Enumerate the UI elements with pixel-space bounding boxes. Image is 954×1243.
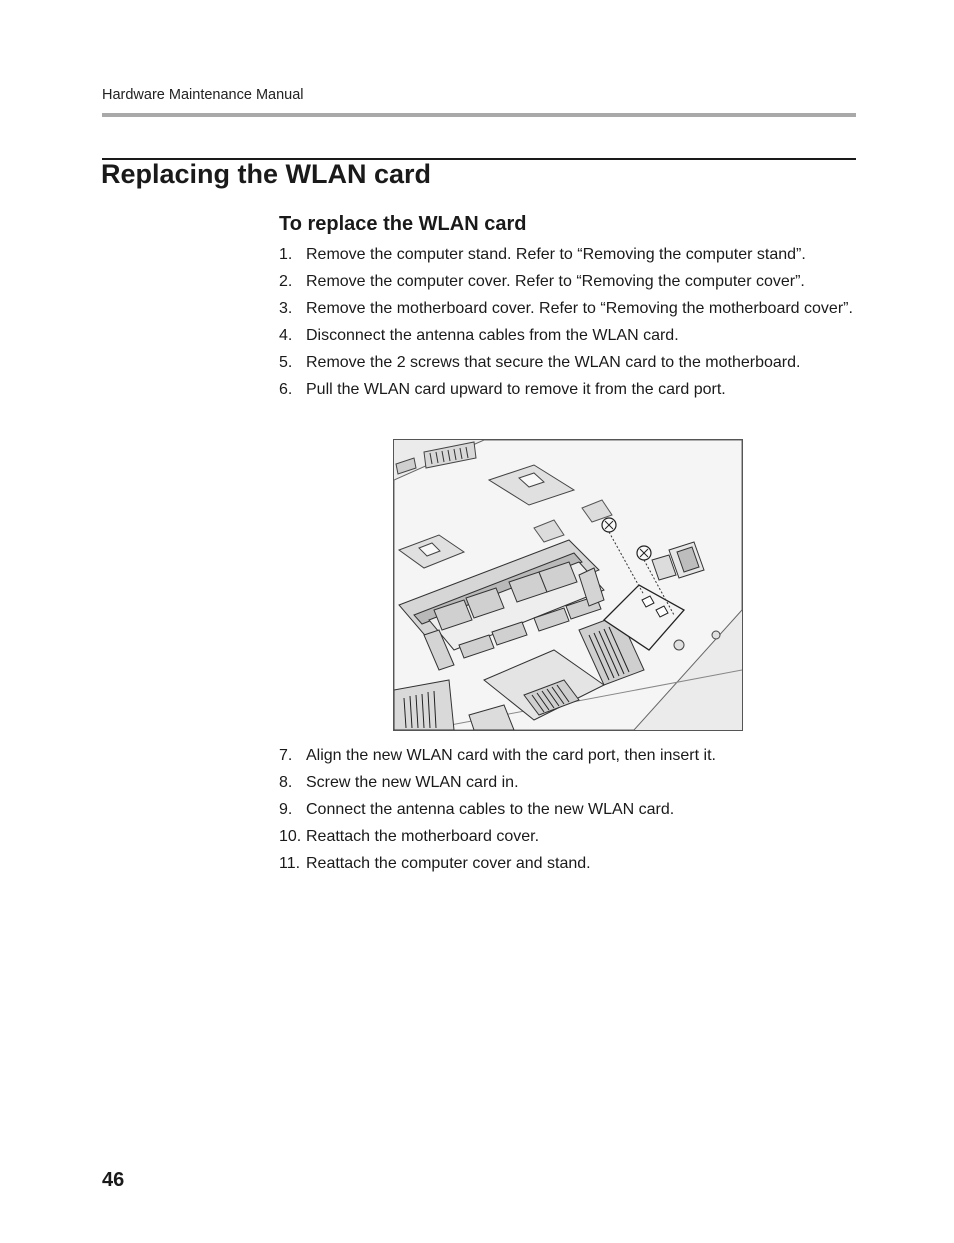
step-item [279, 298, 859, 320]
step-number: 2. [279, 273, 293, 290]
step-text: Connect the antenna cables to the new WLAN card. [306, 801, 675, 818]
step-text: Reattach the motherboard cover. [306, 828, 540, 845]
step-text: Align the new WLAN card with the card port, then insert it. [306, 747, 716, 764]
step-number: 10. [279, 828, 302, 845]
step-text: Remove the computer stand. Refer to “Removing the computer stand”. [306, 246, 806, 263]
step-item [279, 745, 859, 767]
step-text: Pull the WLAN card upward to remove it from the card port. [306, 381, 726, 398]
step-text: Remove the motherboard cover. Refer to “Removing the motherboard cover”. [306, 300, 853, 317]
step-item [279, 352, 859, 374]
steps-list-after-figure [279, 745, 859, 880]
step-text: Disconnect the antenna cables from the WLAN card. [306, 327, 679, 344]
step-item [279, 271, 859, 293]
step-number: 9. [279, 801, 293, 818]
section-heading: To replace the WLAN card [279, 213, 527, 235]
page-title: Replacing the WLAN card [101, 159, 432, 189]
motherboard-illustration [394, 440, 742, 730]
steps-list-before-figure [279, 244, 859, 406]
step-number: 7. [279, 747, 293, 764]
step-text: Reattach the computer cover and stand. [306, 855, 591, 872]
step-text: Remove the 2 screws that secure the WLAN card to the motherboard. [306, 354, 801, 371]
step-number: 6. [279, 381, 293, 398]
step-number: 3. [279, 300, 293, 317]
header-divider [102, 113, 856, 117]
step-number: 8. [279, 774, 293, 791]
step-item [279, 826, 859, 848]
step-item [279, 379, 859, 401]
step-item [279, 772, 859, 794]
step-text: Remove the computer cover. Refer to “Removing the computer cover”. [306, 273, 805, 290]
step-item [279, 853, 859, 875]
wlan-card-removal-illustration [393, 439, 743, 731]
step-number: 4. [279, 327, 293, 344]
step-number: 1. [279, 246, 293, 263]
step-number: 5. [279, 354, 293, 371]
step-item [279, 799, 859, 821]
running-header: Hardware Maintenance Manual [102, 87, 304, 103]
step-item [279, 325, 859, 347]
step-number: 11. [279, 855, 301, 872]
step-text: Screw the new WLAN card in. [306, 774, 519, 791]
page-number: 46 [102, 1169, 125, 1191]
step-item [279, 244, 859, 266]
